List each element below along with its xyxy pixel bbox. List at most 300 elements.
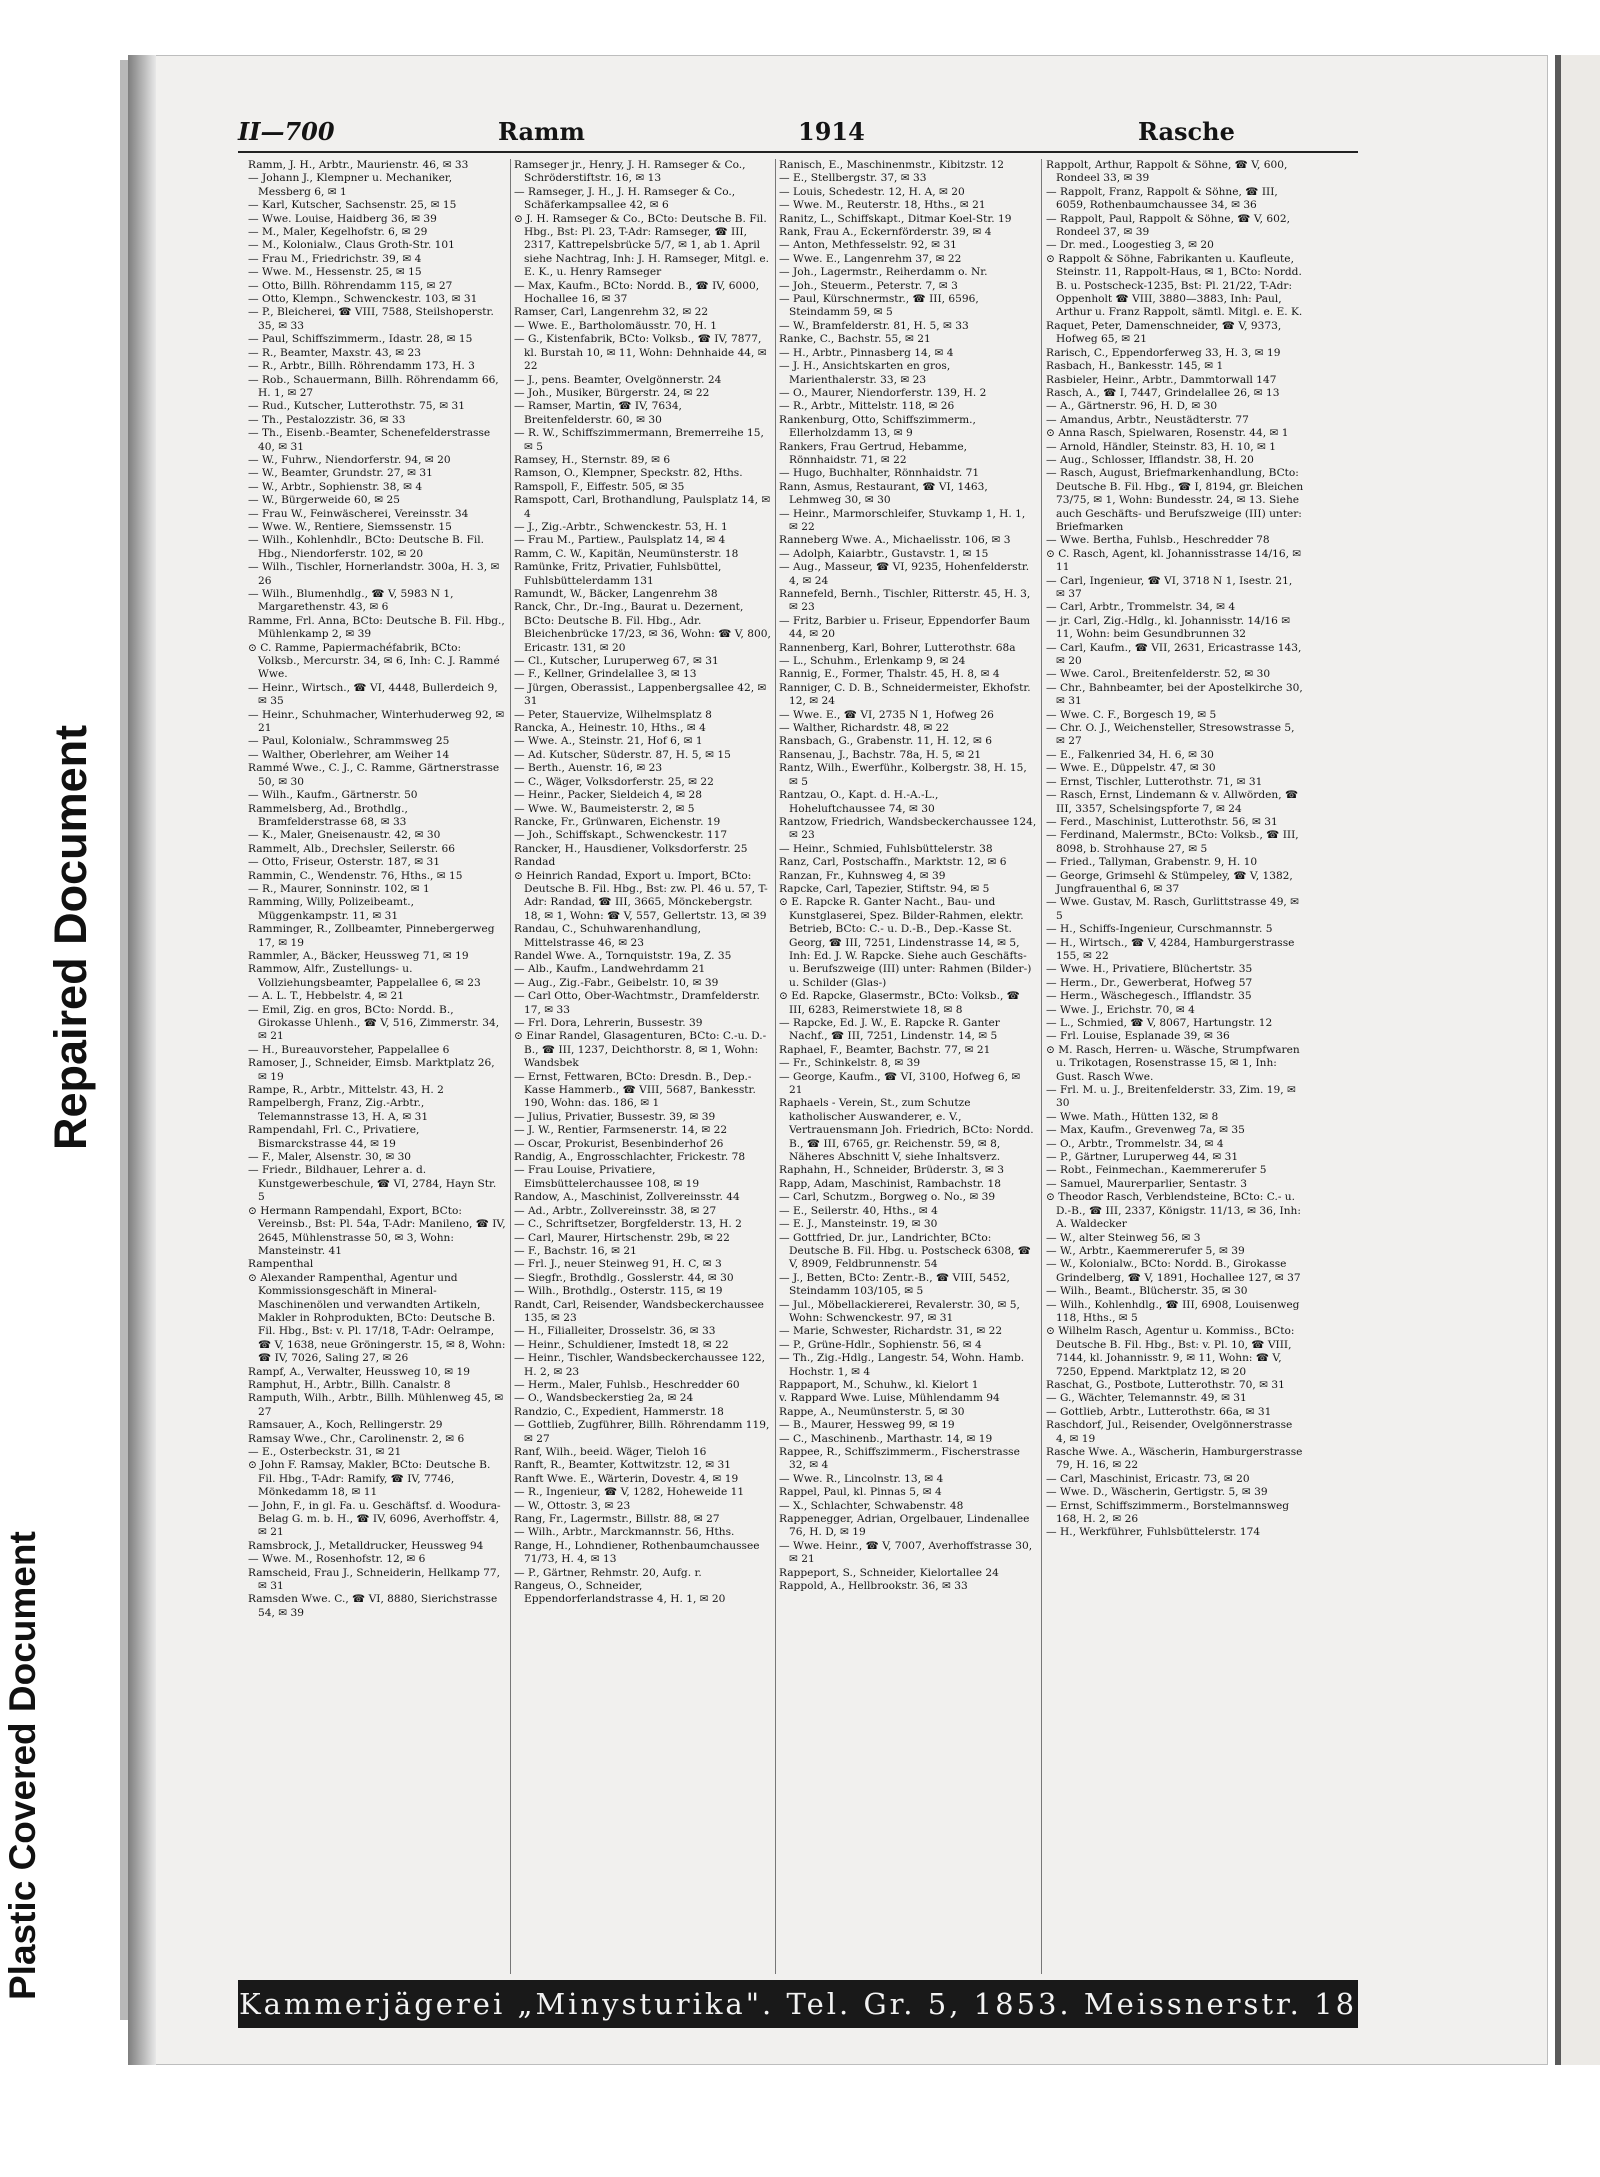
directory-entry: — Wwe. A., Steinstr. 21, Hof 6, ✉ 1 — [514, 735, 703, 748]
running-head — [238, 117, 1358, 147]
directory-entry: — Joh., Schiffskapt., Schwenckestr. 117 — [514, 829, 728, 842]
directory-entry: — Rud., Kutscher, Lutterothstr. 75, ✉ 31 — [248, 400, 465, 413]
directory-entry: — Wwe. M., Hessenstr. 25, ✉ 15 — [248, 266, 422, 279]
directory-entry: Ranke, C., Bachstr. 55, ✉ 21 — [779, 333, 931, 346]
directory-entry: — W., Beamter, Grundstr. 27, ✉ 31 — [248, 467, 433, 480]
directory-entry: Rampendahl, Frl. C., Privatiere, Bismarckstrasse 44, ✉ 19 — [248, 1124, 420, 1150]
directory-entry: — F., Bachstr. 16, ✉ 21 — [514, 1244, 637, 1257]
directory-entry: — W., Kolonialw., BCto: Nordd. B., Girokasse Grindelberg, ☎ V, 1891, Hochallee 127, ✉ 37 — [1046, 1258, 1301, 1284]
directory-entry: ⊙ J. H. Ramseger & Co., BCto: Deutsche B. Fil. Hbg., Bst: Pl. 23, T-Adr: Ramseger, ☎ III, 2317, Kattrepelsbrücke 5/7, ✉ 1, ab 1. April siehe Nachtrag, Inh: J. H. Ramseger, Mitgl. e. E. K., u. Henry Ramseger — [514, 212, 769, 279]
directory-entry: ⊙ Hermann Rampendahl, Export, BCto: Vereinsb., Bst: Pl. 54a, T-Adr: Manileno, ☎ IV, 2645, Mühlenstrasse 50, ✉ 3, Wohn: Mansteinstr. 41 — [248, 1204, 506, 1257]
directory-entry: Ranck, Chr., Dr.-Ing., Baurat u. Dezernent, BCto: Deutsche B. Fil. Hbg., Adr. Bleichenbrücke 17/23, ✉ 36, Wohn: ☎ V, 800, Ericastr. 131, ✉ 20 — [514, 601, 771, 654]
directory-entry: Rannefeld, Bernh., Tischler, Ritterstr. 45, H. 3, ✉ 23 — [779, 588, 1031, 614]
directory-entry: — J., Betten, BCto: Zentr.-B., ☎ VIII, 5452, Steindamm 103/105, ✉ 5 — [779, 1271, 1010, 1298]
directory-entry: — Carl Otto, Ober-Wachtmstr., Dramfelderstr. 17, ✉ 33 — [514, 990, 760, 1016]
directory-entry: — Jul., Möbellackiererei, Revalerstr. 30, ✉ 5, Wohn: Schwenckestr. 97, ✉ 31 — [779, 1298, 1020, 1324]
column-divider — [510, 159, 511, 1974]
directory-entry: — Wwe. Gustav, M. Rasch, Gurlittstrasse 49, ✉ 5 — [1046, 896, 1300, 922]
column-3 — [779, 159, 1037, 1974]
directory-entry: Rappold, A., Hellbrookstr. 36, ✉ 33 — [779, 1580, 968, 1593]
directory-entry: Ranniger, C. D. B., Schneidermeister, Ekhofstr. 12, ✉ 24 — [779, 681, 1031, 708]
directory-entry: — C., Schriftsetzer, Borgfelderstr. 13, H. 2 — [514, 1218, 742, 1231]
directory-entry: Raphaels - Verein, St., zum Schutze katholischer Auswanderer, e. V., Vertrauensmann Joh. Friedrich, BCto: Nordd. B., ☎ III, 6765, gr. Reichenstr. 59, ✉ 8, Näheres Abschnitt V, siehe Inhaltsverz. — [779, 1097, 1034, 1164]
directory-entry: — Wilh., Brothdlg., Osterstr. 115, ✉ 19 — [514, 1285, 723, 1298]
directory-entry: ⊙ Wilhelm Rasch, Agentur u. Kommiss., BCto: Deutsche B. Fil. Hbg., Bst: v. Pl. 10, ☎ VIII, 7144, kl. Johannisstr. 9, ✉ 11, Wohn: ☎ V, 7250, Eppend. Marktplatz 12, ✉ 20 — [1046, 1325, 1295, 1378]
column-4 — [1046, 159, 1304, 1974]
directory-entry: Ramundt, W., Bäcker, Langenrehm 38 — [514, 588, 718, 600]
directory-entry: Ramson, O., Klempner, Speckstr. 82, Hths. — [514, 467, 743, 480]
directory-entry: — Alb., Kaufm., Landwehrdamm 21 — [514, 963, 706, 976]
directory-entry: — E., Seilerstr. 40, Hths., ✉ 4 — [779, 1204, 938, 1217]
directory-entry: Range, H., Lohndiener, Rothenbaumchaussee 71/73, H. 4, ✉ 13 — [514, 1539, 760, 1566]
directory-entry: — Fr., Schinkelstr. 8, ✉ 39 — [779, 1057, 921, 1070]
directory-entry: — C., Maschinenb., Marthastr. 14, ✉ 19 — [779, 1432, 993, 1445]
first-entry-word: Ramm — [498, 117, 585, 146]
directory-entry: — Ernst, Fettwaren, BCto: Dresdn. B., Dep.-Kasse Hammerb., ☎ VIII, 5687, Bankesstr. 190, Wohn: das. 186, ✉ 1 — [514, 1070, 756, 1110]
directory-entry: Rammelsberg, Ad., Brothdlg., Bramfelderstrasse 68, ✉ 33 — [248, 802, 408, 828]
directory-entry: — E. J., Mansteinstr. 19, ✉ 30 — [779, 1218, 938, 1231]
directory-entry: — Cl., Kutscher, Luruperweg 67, ✉ 31 — [514, 655, 719, 668]
directory-entry: — P., Gärtner, Luruperweg 44, ✉ 31 — [1046, 1151, 1239, 1164]
advertisement-banner: Kammerjägerei „Minysturika". Tel. Gr. 5, 1853. Meissnerstr. 18 — [238, 1980, 1358, 2028]
directory-entry: Rammin, C., Wendenstr. 76, Hths., ✉ 15 — [248, 869, 463, 882]
directory-entry: — Wwe. R., Lincolnstr. 13, ✉ 4 — [779, 1472, 944, 1485]
directory-entry: — Carl, Schutzm., Borgweg o. No., ✉ 39 — [779, 1191, 996, 1204]
directory-entry: Ranneberg Wwe. A., Michaelisstr. 106, ✉ 3 — [779, 534, 1011, 547]
adjacent-page-edge — [1555, 55, 1600, 2065]
directory-entry: — Karl, Kutscher, Sachsenstr. 25, ✉ 15 — [248, 199, 457, 212]
directory-entry: — Wwe. H., Privatiere, Blüchertstr. 35 — [1046, 963, 1253, 976]
directory-entry: — J. W., Rentier, Farmsenerstr. 14, ✉ 22 — [514, 1124, 728, 1137]
directory-entry: — Carl, Maurer, Hirtschenstr. 29b, ✉ 22 — [514, 1231, 730, 1244]
directory-entry: — F., Maler, Alsenstr. 30, ✉ 30 — [248, 1151, 412, 1164]
directory-entry: — Otto, Billh. Röhrendamm 115, ✉ 27 — [248, 279, 453, 292]
directory-entry: Ramsden Wwe. C., ☎ VI, 8880, Sierichstrasse 54, ✉ 39 — [248, 1593, 498, 1619]
directory-entry: Rammé Wwe., C. J., C. Ramme, Gärtnerstrasse 50, ✉ 30 — [248, 762, 500, 788]
directory-entry: Rappel, Paul, kl. Pinnas 5, ✉ 4 — [779, 1486, 942, 1499]
directory-entry: — K., Maler, Gneisenaustr. 42, ✉ 30 — [248, 829, 441, 842]
directory-entry: ⊙ Ed. Rapcke, Glasermstr., BCto: Volksb., ☎ III, 6283, Reimerstwiete 18, ✉ 8 — [779, 990, 1020, 1016]
directory-entry: — E., Stellbergstr. 37, ✉ 33 — [779, 172, 927, 185]
directory-entry: Randt, Carl, Reisender, Wandsbeckerchaussee 135, ✉ 23 — [514, 1298, 764, 1324]
directory-entry: — Gottlieb, Arbtr., Lutterothstr. 66a, ✉ 31 — [1046, 1405, 1272, 1418]
directory-entry: Rank, Frau A., Eckernförderstr. 39, ✉ 4 — [779, 226, 992, 239]
directory-entry: — Wwe. Heinr., ☎ V, 7007, Averhoffstrasse 30, ✉ 21 — [779, 1539, 1033, 1566]
directory-entry: — Heinr., Wirtsch., ☎ VI, 4448, Bullerdeich 9, ✉ 35 — [248, 681, 498, 708]
directory-entry: — R. W., Schiffszimmermann, Bremerreihe 15, ✉ 5 — [514, 427, 764, 453]
directory-entry: — H., Wirtsch., ☎ V, 4284, Hamburgerstrasse 155, ✉ 22 — [1046, 936, 1295, 962]
directory-entry: — Frl. Dora, Lehrerin, Bussestr. 39 — [514, 1017, 703, 1029]
directory-entry: — J. H., Ansichtskarten en gros, Marienthalerstr. 33, ✉ 23 — [779, 360, 951, 386]
directory-entry: — Chr., Bahnbeamter, bei der Apostelkirche 30, ✉ 31 — [1046, 681, 1303, 708]
directory-entry: Rasche Wwe. A., Wäscherin, Hamburgerstrasse 79, H. 16, ✉ 22 — [1046, 1446, 1303, 1472]
directory-entry: — Marie, Schwester, Richardstr. 31, ✉ 22 — [779, 1325, 1003, 1338]
directory-entry: — Robt., Feinmechan., Kaemmererufer 5 — [1046, 1164, 1267, 1177]
directory-entry: Rasbieler, Heinr., Arbtr., Dammtorwall 147 — [1046, 373, 1277, 386]
directory-entry: Rantzow, Friedrich, Wandsbeckerchaussee 124, ✉ 23 — [779, 815, 1037, 842]
directory-entry: Rappaport, M., Schuhw., kl. Kielort 1 — [779, 1378, 979, 1391]
plastic-covered-label: Plastic Covered Document — [2, 1531, 43, 2000]
directory-entry: — Wilh., Beamt., Blücherstr. 35, ✉ 30 — [1046, 1285, 1248, 1298]
directory-entry: — Heinr., Packer, Sieldeich 4, ✉ 28 — [514, 789, 702, 802]
directory-entry: — Ernst, Tischler, Lutterothstr. 71, ✉ 31 — [1046, 775, 1263, 788]
directory-entry: — W., Bramfelderstr. 81, H. 5, ✉ 33 — [779, 319, 969, 332]
directory-entry: — L., Schuhm., Erlenkamp 9, ✉ 24 — [779, 655, 966, 668]
directory-entry: — Adolph, Kaiarbtr., Gustavstr. 1, ✉ 15 — [779, 547, 989, 560]
directory-entry: Ramsbrock, J., Metalldrucker, Heussweg 94 — [248, 1539, 484, 1552]
directory-entry: ⊙ Heinrich Randad, Export u. Import, BCto: Deutsche B. Fil. Hbg., Bst: zw. Pl. 46 u. 57, T-Adr: Randad, ☎ III, 3665, Mönckebergstr. 18, ✉ 1, Wohn: ☎ V, 557, Gellertstr. 13, ✉ 39 — [514, 869, 768, 922]
directory-entry: Rasch, A., ☎ I, 7447, Grindelallee 26, ✉ 13 — [1046, 386, 1280, 399]
directory-entry: — Wwe. M., Reuterstr. 18, Hths., ✉ 21 — [779, 199, 986, 212]
directory-entry: — Herm., Maler, Fuhlsb., Heschredder 60 — [514, 1378, 740, 1391]
directory-entry: Ranft Wwe. E., Wärterin, Dovestr. 4, ✉ 19 — [514, 1472, 739, 1485]
directory-entry: — Th., Eisenb.-Beamter, Schenefelderstrasse 40, ✉ 31 — [248, 427, 491, 453]
directory-entry: — A. L. T., Hebbelstr. 4, ✉ 21 — [248, 990, 404, 1003]
directory-entry: — Julius, Privatier, Bussestr. 39, ✉ 39 — [514, 1110, 716, 1123]
directory-entry: Ramspott, Carl, Brothandlung, Paulsplatz 14, ✉ 4 — [514, 494, 771, 520]
directory-entry: Ransenau, J., Bachstr. 78a, H. 5, ✉ 21 — [779, 748, 982, 761]
last-entry-word: Rasche — [1138, 117, 1235, 146]
directory-entry: Rapp, Adam, Maschinist, Rambachstr. 18 — [779, 1177, 1001, 1190]
directory-entry: — Frau W., Feinwäscherei, Vereinsstr. 34 — [248, 507, 469, 520]
directory-entry: — Aug., Schlosser, Ifflandstr. 38, H. 20 — [1046, 453, 1254, 466]
directory-entry: — Wwe. Math., Hütten 132, ✉ 8 — [1046, 1110, 1219, 1123]
directory-entry: Rankers, Frau Gertrud, Hebamme, Rönnhaidstr. 71, ✉ 22 — [779, 440, 967, 466]
directory-entry: — Rasch, August, Briefmarkenhandlung, BCto: Deutsche B. Fil. Hbg., ☎ I, 8194, gr. Bleichen 73/75, ✉ 1, Wohn: Bundesstr. 24, ✉ 13. Siehe auch Geschäfts- und Berufszweige (III) unter: Briefmarken — [1046, 467, 1304, 533]
directory-entry: — Walther, Oberlehrer, am Weiher 14 — [248, 748, 450, 761]
directory-entry: — Wilh., Arbtr., Marckmannstr. 56, Hths. — [514, 1526, 735, 1539]
directory-entry: — O., Arbtr., Trommelstr. 34, ✉ 4 — [1046, 1137, 1224, 1150]
directory-entry: — Frl. M. u. J., Breitenfelderstr. 33, Zim. 19, ✉ 30 — [1046, 1084, 1296, 1110]
directory-entry: — Oscar, Prokurist, Besenbinderhof 26 — [514, 1137, 724, 1150]
directory-entry: Ramme, Frl. Anna, BCto: Deutsche B. Fil. Hbg., Mühlenkamp 2, ✉ 39 — [248, 614, 505, 641]
directory-entry: — E., Falkenried 34, H. 6, ✉ 30 — [1046, 748, 1214, 761]
directory-entry: — H., Arbtr., Pinnasberg 14, ✉ 4 — [779, 346, 954, 359]
column-divider — [775, 159, 776, 1974]
directory-entry: — W., Arbtr., Sophienstr. 38, ✉ 4 — [248, 480, 423, 493]
directory-entry: — John, F., in gl. Fa. u. Geschäftsf. d. Woodura-Belag G. m. b. H., ☎ IV, 6096, Averhoffstr. 4, ✉ 21 — [248, 1499, 501, 1539]
directory-entry: — Rappolt, Paul, Rappolt & Söhne, ☎ V, 602, Rondeel 37, ✉ 39 — [1046, 212, 1290, 239]
directory-entry: — R., Arbtr., Mittelstr. 118, ✉ 26 — [779, 400, 955, 413]
directory-entry: — Aug., Masseur, ☎ VI, 9235, Hohenfelderstr. 4, ✉ 24 — [779, 561, 1030, 587]
directory-entry: v. Rappard Wwe. Luise, Mühlendamm 94 — [779, 1392, 1000, 1405]
directory-entry: Rancka, A., Heinestr. 10, Hths., ✉ 4 — [514, 722, 706, 735]
directory-entry: — Gottlieb, Zugführer, Billh. Röhrendamm 119, ✉ 27 — [514, 1419, 770, 1445]
directory-entry: — Max, Kaufm., Grevenweg 7a, ✉ 35 — [1046, 1124, 1245, 1137]
directory-entry: Ramsay Wwe., Chr., Carolinenstr. 2, ✉ 6 — [248, 1432, 465, 1445]
header-rule — [238, 151, 1358, 153]
directory-entry: — P., Grüne-Hdlr., Sophienstr. 56, ✉ 4 — [779, 1338, 982, 1351]
directory-entry: Rancker, H., Hausdiener, Volksdorferstr. 25 — [514, 842, 748, 855]
directory-entry: Ramminger, R., Zollbeamter, Pinnebergerweg 17, ✉ 19 — [248, 923, 495, 949]
directory-entry: — R., Maurer, Sonninstr. 102, ✉ 1 — [248, 882, 430, 895]
directory-entry: Rannig, E., Former, Thalstr. 45, H. 8, ✉ 4 — [779, 668, 1000, 681]
directory-entry: Rantzau, O., Kapt. d. H.-A.-L., Hoheluftchaussee 74, ✉ 30 — [779, 789, 939, 815]
directory-entry: — Heinr., Schuhmacher, Winterhuderweg 92, ✉ 21 — [248, 708, 505, 735]
directory-entry: Ranz, Carl, Postschaffn., Marktstr. 12, ✉ 6 — [779, 856, 1007, 869]
directory-entry: Ranzan, Fr., Kuhnsweg 4, ✉ 39 — [779, 869, 946, 882]
directory-entry: Rang, Fr., Lagermstr., Billstr. 88, ✉ 27 — [514, 1513, 720, 1526]
directory-entry: — Emil, Zig. en gros, BCto: Nordd. B., Girokasse Uhlenh., ☎ V, 516, Zimmerstr. 34, ✉ 21 — [248, 1003, 500, 1043]
directory-entry: — W., Arbtr., Kaemmererufer 5, ✉ 39 — [1046, 1244, 1245, 1257]
directory-entry: ⊙ C. Rasch, Agent, kl. Johannisstrasse 14/16, ✉ 11 — [1046, 547, 1302, 574]
directory-entry: Ramünke, Fritz, Privatier, Fuhlsbüttel, Fuhlsbüttelerdamm 131 — [514, 561, 722, 587]
directory-entry: — W., Fuhrw., Niendorferstr. 94, ✉ 20 — [248, 453, 451, 466]
directory-entry: — Rasch, Ernst, Lindemann & v. Allwörden, ☎ III, 3357, Schelsingspforte 7, ✉ 24 — [1046, 789, 1299, 815]
directory-entry: — Frl. Louise, Esplanade 39, ✉ 36 — [1046, 1030, 1230, 1043]
directory-entry: — Heinr., Tischler, Wandsbeckerchaussee 122, H. 2, ✉ 23 — [514, 1352, 765, 1378]
directory-entry: Ramm, C. W., Kapitän, Neumünsterstr. 18 — [514, 547, 739, 560]
directory-entry: — Otto, Klempn., Schwenckestr. 103, ✉ 31 — [248, 293, 478, 306]
directory-entry: — Samuel, Maurerparlier, Sentastr. 3 — [1046, 1177, 1248, 1190]
directory-entry: — Anton, Methfesselstr. 92, ✉ 31 — [779, 239, 957, 252]
directory-entry: — Wwe. W., Baumeisterstr. 2, ✉ 5 — [514, 802, 695, 815]
page-edge-shadow — [120, 60, 128, 2020]
directory-entry: — H., Werkführer, Fuhlsbüttelerstr. 174 — [1046, 1526, 1261, 1539]
directory-entry: — Heinr., Schuldiener, Imstedt 18, ✉ 22 — [514, 1338, 729, 1351]
directory-entry: Rasbach, H., Bankesstr. 145, ✉ 1 — [1046, 360, 1224, 373]
directory-entry: — Walther, Richardstr. 48, ✉ 22 — [779, 722, 950, 735]
directory-entry: — L., Schmied, ☎ V, 8067, Hartungstr. 12 — [1046, 1017, 1273, 1029]
directory-entry: — W., Bürgerweide 60, ✉ 25 — [248, 494, 400, 507]
directory-entry: — Joh., Lagermstr., Reiherdamm o. Nr. — [779, 266, 988, 279]
directory-entry: — Wwe. Carol., Breitenfelderstr. 52, ✉ 30 — [1046, 668, 1271, 681]
directory-entry: — Otto, Friseur, Osterstr. 187, ✉ 31 — [248, 856, 440, 869]
directory-entry: Rampenthal — [248, 1258, 314, 1271]
directory-entry: — Paul, Schiffszimmerm., Idastr. 28, ✉ 15 — [248, 333, 473, 346]
directory-entry: — M., Maler, Kegelhofstr. 6, ✉ 29 — [248, 226, 428, 239]
directory-entry: Ramser, Carl, Langenrehm 32, ✉ 22 — [514, 306, 709, 319]
directory-entry: — Rapcke, Ed. J. W., E. Rapcke R. Ganter Nachf., ☎ III, 7251, Lindenstr. 14, ✉ 5 — [779, 1017, 1000, 1043]
directory-entry: — Ramser, Martin, ☎ IV, 7634, Breitenfelderstr. 60, ✉ 30 — [514, 400, 682, 426]
directory-entry: Rapcke, Carl, Tapezier, Stiftstr. 94, ✉ 5 — [779, 882, 990, 895]
directory-entry: Rappenegger, Adrian, Orgelbauer, Lindenallee 76, H. D, ✉ 19 — [779, 1513, 1030, 1539]
directory-entry: — P., Gärtner, Rehmstr. 20, Aufg. r. — [514, 1566, 702, 1579]
directory-entry: — Max, Kaufm., BCto: Nordd. B., ☎ IV, 6000, Hochallee 16, ✉ 37 — [514, 279, 760, 306]
directory-entry: — Heinr., Schmied, Fuhlsbüttelerstr. 38 — [779, 842, 993, 855]
directory-entry: ⊙ C. Ramme, Papiermachéfabrik, BCto: Volksb., Mercurstr. 34, ✉ 6, Inh: C. J. Rammé Wwe. — [248, 641, 500, 681]
directory-entry: Rammelt, Alb., Drechsler, Seilerstr. 66 — [248, 842, 455, 855]
directory-entry: — Frl. J., neuer Steinweg 91, H. C, ✉ 3 — [514, 1258, 722, 1271]
directory-entry: — Herm., Dr., Gewerberat, Hofweg 57 — [1046, 976, 1253, 989]
directory-entry: — Wwe. C. F., Borgesch 19, ✉ 5 — [1046, 708, 1217, 721]
directory-entry: — G., Wächter, Telemannstr. 49, ✉ 31 — [1046, 1392, 1247, 1405]
directory-entry: — Fritz, Barbier u. Friseur, Eppendorfer Baum 44, ✉ 20 — [779, 614, 1031, 641]
directory-entry: Rancke, Fr., Grünwaren, Eichenstr. 19 — [514, 815, 721, 828]
directory-entry: — Ernst, Schiffszimmerm., Borstelmannsweg 168, H. 2, ✉ 26 — [1046, 1499, 1290, 1526]
directory-entry: Rammler, A., Bäcker, Heussweg 71, ✉ 19 — [248, 949, 469, 962]
directory-entry: — Gottfried, Dr. jur., Landrichter, BCto: Deutsche B. Fil. Hbg. u. Postscheck 6308, ☎ V, 8909, Feldbrunnenstr. 54 — [779, 1231, 1031, 1271]
directory-entry: Rantz, Wilh., Ewerführ., Kolbergstr. 38, H. 15, ✉ 5 — [779, 762, 1027, 788]
directory-entry: — Wwe. E., Bartholomäusstr. 70, H. 1 — [514, 319, 718, 332]
directory-entry: — Wilh., Kaufm., Gärtnerstr. 50 — [248, 789, 418, 802]
directory-entry: — Joh., Steuerm., Peterstr. 7, ✉ 3 — [779, 279, 958, 292]
directory-entry: — Joh., Musiker, Bürgerstr. 24, ✉ 22 — [514, 386, 710, 399]
directory-entry: Randad — [514, 856, 556, 869]
directory-entry: — Ferd., Maschinist, Lutterothstr. 56, ✉ 31 — [1046, 815, 1278, 828]
directory-entry: — Carl, Maschinist, Ericastr. 73, ✉ 20 — [1046, 1472, 1250, 1485]
directory-entry: ⊙ Alexander Rampenthal, Agentur und Kommissionsgeschäft in Mineral-Maschinenölen und verwandten Artikeln, Makler in Rohprodukten, BCto: Deutsche B. Fil. Hbg., Bst: v. Pl. 17/18, T-Adr: Oelrampe, ☎ V, 1638, neue Gröningerstr. 15, ✉ 8, Wohn: ☎ IV, 7026, Saling 27, ✉ 26 — [248, 1271, 506, 1365]
directory-entry: ⊙ M. Rasch, Herren- u. Wäsche, Strumpfwaren u. Trikotagen, Rosenstrasse 15, ✉ 1, Inh: Gust. Rasch Wwe. — [1046, 1043, 1300, 1083]
directory-entry: Ramm, J. H., Arbtr., Maurienstr. 46, ✉ 33 — [248, 159, 469, 171]
directory-entry: — Carl, Ingenieur, ☎ VI, 3718 N 1, Isestr. 21, ✉ 37 — [1046, 574, 1293, 600]
directory-entry: — Paul, Kolonialw., Schrammsweg 25 — [248, 735, 450, 748]
directory-entry: — Rappolt, Franz, Rappolt & Söhne, ☎ III, 6059, Rothenbaumchaussee 34, ✉ 36 — [1046, 185, 1278, 212]
directory-entry: — W., alter Steinweg 56, ✉ 3 — [1046, 1231, 1201, 1244]
directory-entry: Raphael, F., Beamter, Bachstr. 77, ✉ 21 — [779, 1043, 991, 1056]
directory-entry: — Th., Pestalozzistr. 36, ✉ 33 — [248, 413, 406, 426]
directory-entry: — C., Wäger, Volksdorferstr. 25, ✉ 22 — [514, 775, 714, 788]
directory-entry: — Wilh., Kohlenhdlr., BCto: Deutsche B. Fil. Hbg., Niendorferstr. 102, ✉ 20 — [248, 534, 485, 560]
directory-entry: — Wwe. Louise, Haidberg 36, ✉ 39 — [248, 212, 437, 225]
directory-entry: — Wilh., Blumenhdlg., ☎ V, 5983 N 1, Margarethenstr. 43, ✉ 6 — [248, 588, 454, 614]
directory-entry: — O., Maurer, Niendorferstr. 139, H. 2 — [779, 386, 987, 399]
directory-entry: Rappe, A., Neumünsterstr. 5, ✉ 30 — [779, 1405, 965, 1418]
column-1 — [248, 159, 506, 1974]
directory-entry: — Frau M., Partiew., Paulsplatz 14, ✉ 4 — [514, 534, 726, 547]
directory-entry: — George, Kaufm., ☎ VI, 3100, Hofweg 6, ✉ 21 — [779, 1070, 1021, 1097]
directory-entry: — X., Schlachter, Schwabenstr. 48 — [779, 1499, 964, 1512]
directory-entry: — George, Grimsehl & Stümpeley, ☎ V, 1382, Jungfrauenthal 6, ✉ 37 — [1046, 869, 1293, 895]
directory-entry: — Arnold, Händler, Steinstr. 83, H. 10, ✉ 1 — [1046, 440, 1276, 453]
directory-entry: — E., Osterbeckstr. 31, ✉ 21 — [248, 1446, 402, 1458]
directory-entry: — B., Maurer, Hessweg 99, ✉ 19 — [779, 1419, 955, 1432]
directory-entry: Rannenberg, Karl, Bohrer, Lutterothstr. 68a — [779, 641, 1016, 654]
directory-entry: — Amandus, Arbtr., Neustädterstr. 77 — [1046, 413, 1249, 426]
directory-entry: Rangeus, O., Schneider, Eppendorferlandstrasse 4, H. 1, ✉ 20 — [514, 1580, 726, 1606]
directory-entry: Rankenburg, Otto, Schiffszimmerm., Ellerholzdamm 13, ✉ 9 — [779, 413, 976, 440]
directory-entry: — Hugo, Buchhalter, Rönnhaidstr. 71 — [779, 467, 980, 480]
directory-entry: Rappee, R., Schiffszimmerm., Fischerstrasse 32, ✉ 4 — [779, 1446, 1020, 1472]
directory-entry: Rann, Asmus, Restaurant, ☎ VI, 1463, Lehmweg 30, ✉ 30 — [779, 480, 988, 507]
directory-entry: Raquet, Peter, Damenschneider, ☎ V, 9373, Hofweg 65, ✉ 21 — [1046, 319, 1282, 346]
directory-entry: — Dr. med., Loogestieg 3, ✉ 20 — [1046, 239, 1214, 252]
directory-entry: — Jürgen, Oberassist., Lappenbergsallee 42, ✉ 31 — [514, 681, 767, 708]
directory-entry: Ranft, R., Beamter, Kottwitzstr. 12, ✉ 31 — [514, 1459, 732, 1472]
directory-entry: ⊙ Einar Randel, Glasagenturen, BCto: C.-u. D.-B., ☎ III, 1237, Deichthorstr. 8, ✉ 1, Wohn: Wandsbek — [514, 1030, 767, 1070]
directory-entry: — Wwe. W., Rentiere, Siemssenstr. 15 — [248, 520, 452, 533]
column-2 — [514, 159, 772, 1974]
directory-entry: Rarisch, C., Eppendorferweg 33, H. 3, ✉ 19 — [1046, 346, 1281, 359]
directory-entry: — J., Zig.-Arbtr., Schwenckestr. 53, H. 1 — [514, 520, 728, 533]
directory-entry: — Paul, Kürschnermstr., ☎ III, 6596, Steindamm 59, ✉ 5 — [779, 293, 979, 319]
directory-entry: Ramming, Willy, Polizeibeamt., Müggenkampstr. 11, ✉ 31 — [248, 896, 415, 922]
directory-entry: ⊙ Rappolt & Söhne, Fabrikanten u. Kaufleute, Steinstr. 11, Rappolt-Haus, ✉ 1, BCto: Nordd. B. u. Postscheck-1235, Bst: Pl. 21/22, T-Adr: Oppenholt ☎ VIII, 3880—3883, Inh: Paul, Arthur u. Franz Rappolt, sämtl. Mitgl. e. E. K. — [1046, 252, 1303, 319]
directory-entry: Randau, C., Schuhwarenhandlung, Mittelstrasse 46, ✉ 23 — [514, 923, 701, 949]
directory-entry: — Aug., Zig.-Fabr., Geibelstr. 10, ✉ 39 — [514, 976, 719, 989]
directory-entry: — Fried., Tallyman, Grabenstr. 9, H. 10 — [1046, 856, 1258, 869]
directory-entry: — Wwe. E., Düppelstr. 47, ✉ 30 — [1046, 762, 1216, 775]
directory-entry: ⊙ Anna Rasch, Spielwaren, Rosenstr. 44, ✉ 1 — [1046, 427, 1289, 440]
directory-entry: — Johann J., Klempner u. Mechaniker, Messberg 6, ✉ 1 — [248, 172, 453, 198]
directory-entry: Rammow, Alfr., Zustellungs- u. Vollziehungsbeamter, Pappelallee 6, ✉ 23 — [248, 963, 481, 989]
directory-entry: — Wwe. J., Erichstr. 70, ✉ 4 — [1046, 1003, 1195, 1016]
directory-entry: — O., Wandsbeckerstieg 2a, ✉ 24 — [514, 1392, 694, 1405]
directory-entry: — Wwe. D., Wäscherin, Gertigstr. 5, ✉ 39 — [1046, 1486, 1268, 1499]
directory-entry: — R., Beamter, Maxstr. 43, ✉ 23 — [248, 346, 422, 359]
directory-entry: — Ramseger, J. H., J. H. Ramseger & Co., Schäferkampsallee 42, ✉ 6 — [514, 185, 736, 212]
directory-entry: Ranitz, L., Schiffskapt., Ditmar Koel-Str. 19 — [779, 212, 1012, 225]
directory-entry: Rampelbergh, Franz, Zig.-Arbtr., Telemannstrasse 13, H. A, ✉ 31 — [248, 1097, 429, 1123]
directory-entry: — Frau Louise, Privatiere, Eimsbüttelerchaussee 108, ✉ 19 — [514, 1164, 700, 1190]
directory-entry: — W., Ottostr. 3, ✉ 23 — [514, 1499, 631, 1512]
directory-entry: Rappeport, S., Schneider, Kielortallee 24 — [779, 1566, 999, 1579]
directory-entry: Ramsauer, A., Koch, Rellingerstr. 29 — [248, 1419, 443, 1432]
directory-entry: ⊙ Theodor Rasch, Verblendsteine, BCto: C.- u. D.-B., ☎ III, 2337, Königstr. 11/13, ✉ 36, Inh: A. Waldecker — [1046, 1191, 1301, 1231]
directory-entry: ⊙ E. Rapcke R. Ganter Nacht., Bau- und Kunstglaserei, Spez. Bilder-Rahmen, elektr. Betrieb, BCto: C.- u. D.-B., Dep.-Kasse St. Georg, ☎ III, 7251, Lindenstrasse 14, ✉ 5, Inh: Ed. J. W. Rapcke. Siehe auch Geschäfts- u. Berufszweige (III) unter: Rahmen (Bilder-) u. Schilder (Glas-) — [779, 896, 1032, 989]
page-number: II—700 — [238, 117, 335, 146]
directory-entry: — Ad., Arbtr., Zollvereinsstr. 38, ✉ 27 — [514, 1204, 717, 1217]
directory-entry: — Wilh., Tischler, Hornerlandstr. 300a, H. 3, ✉ 26 — [248, 561, 500, 587]
directory-entry: — Siegfr., Brothdlg., Gosslerstr. 44, ✉ 30 — [514, 1271, 734, 1284]
directory-entry: — Heinr., Marmorschleifer, Stuvkamp 1, H. 1, ✉ 22 — [779, 507, 1026, 533]
directory-page — [128, 55, 1548, 2065]
directory-entry: ⊙ John F. Ramsay, Makler, BCto: Deutsche B. Fil. Hbg., T-Adr: Ramify, ☎ IV, 7746, Mönkedamm 18, ✉ 11 — [248, 1459, 491, 1499]
directory-entry: — Wwe. Bertha, Fuhlsb., Heschredder 78 — [1046, 534, 1270, 547]
directory-entry: Raschdorf, Jul., Reisender, Ovelgönnerstrasse 4, ✉ 19 — [1046, 1419, 1293, 1445]
directory-entry: Ramsey, H., Sternstr. 89, ✉ 6 — [514, 453, 671, 466]
directory-entry: — F., Kellner, Grindelallee 3, ✉ 13 — [514, 668, 697, 681]
directory-entry: — H., Filialleiter, Drosselstr. 36, ✉ 33 — [514, 1325, 716, 1338]
directory-entry: — A., Gärtnerstr. 96, H. D, ✉ 30 — [1046, 400, 1218, 413]
directory-entry: Ranisch, E., Maschinenmstr., Kibitzstr. 12 — [779, 159, 1005, 171]
directory-entry: Rampe, R., Arbtr., Mittelstr. 43, H. 2 — [248, 1084, 444, 1097]
directory-entry: Randig, A., Engrosschlachter, Frickestr. 78 — [514, 1151, 746, 1164]
directory-entry: — Wwe. E., Langenrehm 37, ✉ 22 — [779, 252, 962, 265]
year: 1914 — [798, 117, 865, 146]
directory-entry: — P., Bleicherei, ☎ VIII, 7588, Steilshoperstr. 35, ✉ 33 — [248, 306, 494, 332]
directory-entry: Randel Wwe. A., Tornquiststr. 19a, Z. 35 — [514, 949, 732, 962]
directory-entry: — Peter, Stauervize, Wilhelmsplatz 8 — [514, 708, 712, 721]
directory-entry: — Louis, Schedestr. 12, H. A, ✉ 20 — [779, 185, 965, 198]
directory-entry: Ramputh, Wilh., Arbtr., Billh. Mühlenweg 45, ✉ 27 — [248, 1392, 504, 1418]
directory-entry: — Rob., Schauermann, Billh. Röhrendamm 66, H. 1, ✉ 27 — [248, 373, 499, 399]
directory-entry: — Chr. O. J., Weichensteller, Stresowstrasse 5, ✉ 27 — [1046, 722, 1295, 748]
repaired-label: Repaired Document — [45, 724, 96, 1150]
directory-entry: Raschat, G., Postbote, Lutterothstr. 70, ✉ 31 — [1046, 1378, 1285, 1391]
directory-entry: Raphahn, H., Schneider, Brüderstr. 3, ✉ 3 — [779, 1164, 1004, 1177]
directory-entry: Rampf, A., Verwalter, Heussweg 10, ✉ 19 — [248, 1365, 470, 1378]
directory-entry: Ramoser, J., Schneider, Eimsb. Marktplatz 26, ✉ 19 — [248, 1057, 495, 1083]
directory-entry: — Friedr., Bildhauer, Lehrer a. d. Kunstgewerbeschule, ☎ VI, 2784, Hayn Str. 5 — [248, 1164, 497, 1204]
directory-entry: — Wwe. E., ☎ VI, 2735 N 1, Hofweg 26 — [779, 708, 994, 721]
directory-entry: — jr. Carl, Zig.-Hdlg., kl. Johannisstr. 14/16 ✉ 11, Wohn: beim Gesundbrunnen 32 — [1046, 614, 1291, 641]
directory-entry: — Carl, Arbtr., Trommelstr. 34, ✉ 4 — [1046, 601, 1236, 614]
directory-entry: Ransbach, G., Grabenstr. 11, H. 12, ✉ 6 — [779, 735, 993, 748]
directory-entry: — R., Ingenieur, ☎ V, 1282, Hoheweide 11 — [514, 1486, 745, 1499]
directory-entry: — Frau M., Friedrichstr. 39, ✉ 4 — [248, 252, 422, 265]
directory-entry: — Ad. Kutscher, Süderstr. 87, H. 5, ✉ 15 — [514, 748, 731, 761]
directory-entry: — R., Arbtr., Billh. Röhrendamm 173, H. 3 — [248, 360, 475, 373]
directory-entry: — J., pens. Beamter, Ovelgönnerstr. 24 — [514, 373, 722, 386]
directory-entry: — G., Kistenfabrik, BCto: Volksb., ☎ IV, 7877, kl. Burstah 10, ✉ 11, Wohn: Dehnhaide 44, ✉ 22 — [514, 333, 767, 373]
directory-entry: — H., Schiffs-Ingenieur, Curschmannstr. 5 — [1046, 923, 1273, 936]
directory-entry: Rappolt, Arthur, Rappolt & Söhne, ☎ V, 600, Rondeel 33, ✉ 39 — [1046, 159, 1288, 185]
directory-entry: — Ferdinand, Malermstr., BCto: Volksb., ☎ III, 8098, b. Strohhause 27, ✉ 5 — [1046, 829, 1299, 855]
directory-entry: Ramspoll, F., Eiffestr. 505, ✉ 35 — [514, 480, 685, 493]
binding-shadow — [128, 55, 156, 2065]
directory-entry: Ramphut, H., Arbtr., Billh. Canalstr. 8 — [248, 1378, 451, 1391]
directory-entry: Randow, A., Maschinist, Zollvereinsstr. 44 — [514, 1191, 740, 1204]
column-divider — [1041, 159, 1042, 1974]
directory-entry: Randzio, C., Expedient, Hammerstr. 18 — [514, 1405, 724, 1418]
directory-entry: — Wilh., Kohlenhdlg., ☎ III, 6908, Louisenweg 118, Hths., ✉ 5 — [1046, 1298, 1300, 1324]
directory-entry: — Th., Zig.-Hdlg., Langestr. 54, Wohn. Hamb. Hochstr. 1, ✉ 4 — [779, 1352, 1025, 1378]
directory-entry: — Carl, Kaufm., ☎ VII, 2631, Ericastrasse 143, ✉ 20 — [1046, 641, 1302, 668]
directory-entry: — Herm., Wäschegesch., Ifflandstr. 35 — [1046, 990, 1252, 1003]
directory-entry: Ranf, Wilh., beeid. Wäger, Tieloh 16 — [514, 1446, 707, 1458]
directory-entry: — Wwe. M., Rosenhofstr. 12, ✉ 6 — [248, 1553, 426, 1566]
